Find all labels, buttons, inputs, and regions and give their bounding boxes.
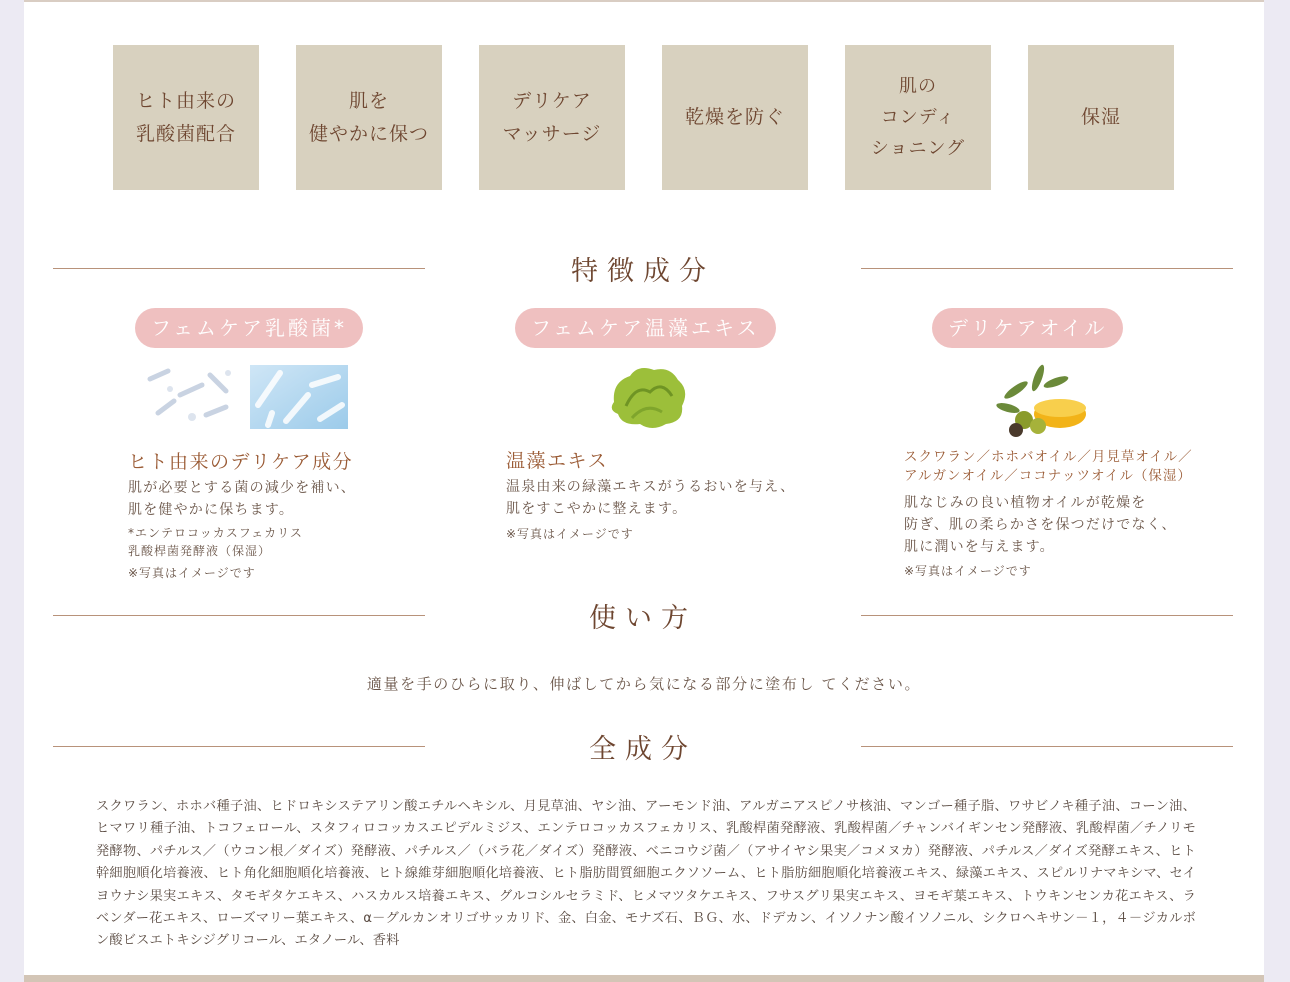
bacteria-image: [140, 365, 428, 429]
section-title: 使い方: [589, 602, 697, 634]
ingredient-column-lactobacillus: [128, 308, 428, 582]
feature-tile-prevent-dryness: 乾燥を防ぐ: [662, 45, 808, 190]
ingredient-description: 肌なじみの良い植物オイルが乾燥を 防ぎ、肌の柔らかさを保つだけでなく、 肌に潤いを与えます。: [904, 495, 1177, 555]
heading-rule-right: [861, 746, 1233, 747]
product-detail-panel: [24, 0, 1264, 982]
heading-rule-left: [53, 746, 425, 747]
key-ingredients-heading: [53, 248, 1233, 288]
bottom-divider: [24, 975, 1264, 982]
ingredient-column-algae: [506, 308, 826, 543]
ingredient-pill: デリケアオイル: [932, 308, 1123, 348]
section-title: 特徴成分: [571, 255, 715, 287]
ingredient-title: ヒト由来のデリケア成分: [128, 451, 354, 473]
top-divider: [24, 0, 1264, 2]
oil-image: [994, 360, 1204, 444]
photo-note: ※写真はイメージです: [128, 566, 256, 580]
feature-tiles: [113, 45, 1174, 190]
ingredient-pill: フェムケア温藻エキス: [515, 308, 776, 348]
usage-instructions: 適量を手のひらに取り、伸ばしてから気になる部分に塗布し てください。: [366, 675, 922, 693]
how-to-use-heading: [53, 595, 1233, 635]
heading-rule-left: [53, 268, 425, 269]
lactobacillus-illustration-icon: [250, 365, 348, 429]
ingredient-description: 温泉由来の緑藻エキスがうるおいを与え、 肌をすこやかに整えます。: [506, 479, 796, 517]
ingredient-description: 肌が必要とする菌の減少を補い、 肌を健やかに保ちます。: [128, 480, 356, 518]
ingredient-title: 温藻エキス: [506, 450, 609, 472]
feature-tile-lactobacillus: ヒト由来の 乳酸菌配合: [113, 45, 259, 190]
feature-tile-healthy-skin: 肌を 健やかに保つ: [296, 45, 442, 190]
section-title: 全成分: [589, 733, 697, 765]
oil-ingredient-names: スクワラン／ホホバオイル／月見草オイル／ アルガンオイル／ココナッツオイル（保湿）: [904, 449, 1193, 484]
feature-tile-delicare-massage: デリケア マッサージ: [479, 45, 625, 190]
ingredient-column-oil: [904, 308, 1204, 580]
olive-oil-icon: [994, 360, 1090, 440]
heading-rule-right: [861, 615, 1233, 616]
ingredient-pill: フェムケア乳酸菌*: [135, 308, 363, 348]
bacteria-illustration-icon: [140, 365, 240, 429]
algae-image: [604, 362, 826, 436]
all-ingredients-heading: [53, 726, 1233, 766]
heading-rule-left: [53, 615, 425, 616]
photo-note: ※写真はイメージです: [506, 527, 634, 541]
ingredient-footnote: *エンテロコッカスフェカリス 乳酸桿菌発酵液（保湿）: [128, 526, 303, 558]
photo-note: ※写真はイメージです: [904, 564, 1032, 578]
feature-tile-moisturizing: 保湿: [1028, 45, 1174, 190]
feature-tile-conditioning: 肌の コンディ ショニング: [845, 45, 991, 190]
green-algae-icon: [604, 362, 690, 432]
heading-rule-right: [861, 268, 1233, 269]
full-ingredients-list: スクワラン、ホホバ種子油、ヒドロキシステアリン酸エチルヘキシル、月見草油、ヤシ油、アーモンド油、アルガニアスピノサ核油、マンゴー種子脂、ワサビノキ種子油、コーン油、ヒマワリ種子油、トコフェロール、スタフィロコッカスエピデルミジス、エンテロコッカスフェカリス、乳酸桿菌発酵液、乳酸桿菌／チャンバイギンセン発酵液、乳酸桿菌／チノリモ発酵物、パチルス／（ウコン根／ダイズ）発酵液、パチルス／（バラ花／ダイズ）発酵液、ベニコウジ菌／（アサイヤシ果実／コメヌカ）発酵液、パチルス／ダイズ発酵エキス、ヒト幹細胞順化培養液、ヒト角化細胞順化培養液、ヒト線維芽細胞順化培養液、ヒト脂肪間質細胞エクソソーム、ヒト脂肪細胞順化培養液エキス、緑藻エキス、スピルリナマキシマ、セイヨウナシ果実エキス、タモギタケエキス、ハスカルス培養エキス、グルコシルセラミド、ヒメマツタケエキス、フサスグリ果実エキス、ヨモギ葉エキス、トウキンセンカ花エキス、ラベンダー花エキス、ローズマリー葉エキス、α－グルカンオリゴサッカリド、金、白金、モナズ石、ＢＧ、水、ドデカン、イソノナン酸イソノニル、シクロヘキサン－１，４－ジカルボン酸ビスエトキシジグリコール、エタノール、香料: [96, 799, 1196, 949]
